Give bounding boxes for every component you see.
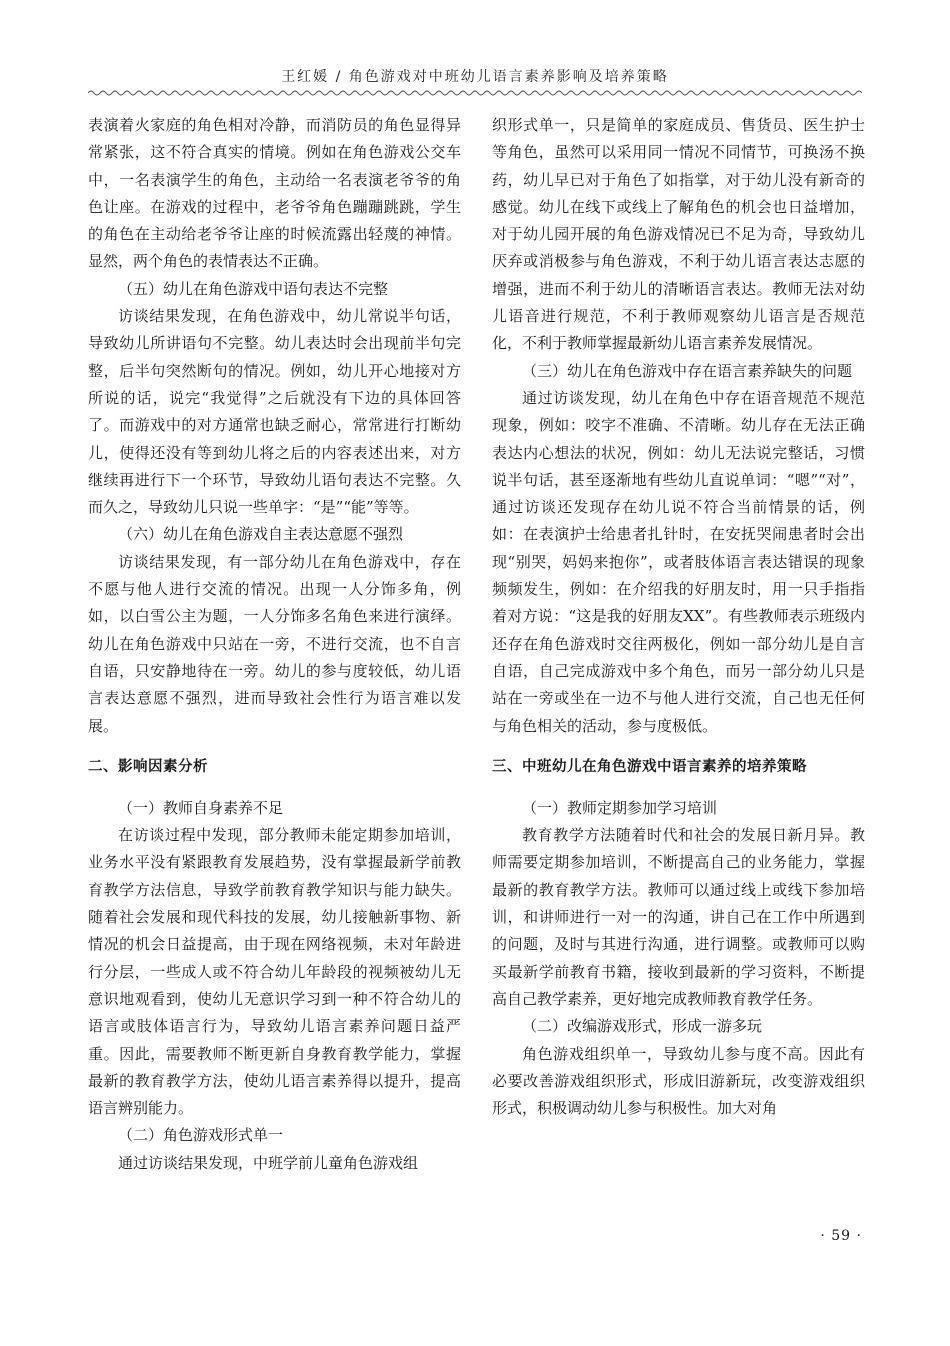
running-header: 王红媛 / 角色游戏对中班幼儿语言素养影响及培养策略 — [281, 69, 669, 85]
subheading: （一）教师定期参加学习培训 — [522, 798, 718, 817]
right-column — [492, 112, 865, 1122]
page-number: · 59 · — [820, 1228, 862, 1244]
paragraph: 访谈结果发现，有一部分幼儿在角色游戏中，存在不愿与他人进行交流的情况。出现一人分饰多角，例如，以白雪公主为题，一人分饰多名角色来进行演绎。幼儿在角色游戏中只站在一旁，不进行交流，也不自言自语，只安静地待在一旁。幼儿的参与度较低，幼儿语言表达意愿不强烈，进而导致社会性行为语言难以发展。 — [88, 552, 461, 735]
paragraph: 表演着火家庭的角色相对冷静，而消防员的角色显得异常紧张，这不符合真实的情境。例如在角色游戏公交车中，一名表演学生的角色，主动给一名表演老爷爷的角色让座。在游戏的过程中，老爷爷角色蹦蹦跳跳，学生的角色在主动给老爷爷让座的时候流露出轻蔑的神情。显然，两个角色的表情表达不正确。 — [88, 116, 461, 271]
subheading: （一）教师自身素养不足 — [118, 798, 284, 817]
paragraph: 织形式单一，只是简单的家庭成员、售货员、医生护士等角色，虽然可以采用同一情况不同情节，可换汤不换药，幼儿早已对于角色了如指掌，对于幼儿没有新奇的感觉。幼儿在线下或线上了解角色的机会也日益增加，对于幼儿园开展的角色游戏情况已不足为奇，导致幼儿厌弃或消极参与角色游戏，不利于幼儿语言表达志愿的增强，进而不利于幼儿的清晰语言表达。教师无法对幼儿语音进行规范，不利于教师观察幼儿语言是否规范化，不利于教师掌握最新幼儿语言素养发展情况。 — [492, 116, 865, 353]
section-heading: 二、影响因素分析 — [88, 758, 208, 775]
paragraph: 教育教学方法随着时代和社会的发展日新月异。教师需要定期参加培训，不断提高自己的业务能力，掌握最新的教育教学方法。教师可以通过线上或线下参加培训，和讲师进行一对一的沟通，讲自己在工作中所遇到的问题，及时与其进行沟通，进行调整。或教师可以购买最新学前教育书籍，接收到最新的学习资料，不断提高自己教学素养，更好地完成教师教育教学任务。 — [492, 826, 865, 1008]
subheading: （五）幼儿在角色游戏中语句表达不完整 — [118, 279, 389, 298]
subheading: （六）幼儿在角色游戏自主表达意愿不强烈 — [118, 525, 404, 544]
paragraph: 访谈结果发现，在角色游戏中，幼儿常说半句话，导致幼儿所讲语句不完整。幼儿表达时会出现前半句完整，后半句突然断句的情况。例如，幼儿开心地接对方所说的话，说完“我觉得”之后就没有下边的具体回答了。而游戏中的对方通常也缺乏耐心，常常进行打断幼儿，使得还没有等到幼儿将之后的内容表述出来，对方继续再进行下一个环节，导致幼儿语句表达不完整。久而久之，导致幼儿只说一些单字：“是”“能”等等。 — [88, 307, 461, 517]
paragraph: 角色游戏组织单一，导致幼儿参与度不高。因此有必要改善游戏组织形式，形成旧游新玩，改变游戏组织形式，积极调动幼儿参与积极性。加大对角 — [492, 1044, 865, 1118]
subheading: （二）角色游戏形式单一 — [118, 1126, 284, 1145]
header-wavy-rule — [88, 88, 862, 98]
subheading: （三）幼儿在角色游戏中存在语言素养缺失的问题 — [522, 361, 853, 380]
paragraph: 通过访谈结果发现，中班学前儿童角色游戏组 — [118, 1153, 419, 1172]
left-column — [88, 112, 461, 1177]
paragraph: 通过访谈发现，幼儿在角色中存在语音规范不规范现象，例如：咬字不准确、不清晰。幼儿存在无法正确表达内心想法的状况，例如：幼儿无法说完整话，习惯说半句话，甚至逐渐地有些幼儿直说单词：“嗯”“对”，通过访谈还发现存在幼儿说不符合当前情景的话，例如：在表演护士给患者扎针时，在安抚哭闹患者时会出现“别哭，妈妈来抱你”，或者肢体语言表达错误的现象频频发生，例如：在介绍我的好朋友时，用一只手指指着对方说：“这是我的好朋友XX”。有些教师表示班级内还存在角色游戏时交往两极化，例如一部分幼儿是自言自语，自己完成游戏中多个角色，而另一部分幼儿只是站在一旁或坐在一边不与他人进行交流，自己也无任何与角色相关的活动，参与度极低。 — [492, 388, 865, 735]
section-heading: 三、中班幼儿在角色游戏中语言素养的培养策略 — [492, 758, 807, 775]
subheading: （二）改编游戏形式，形成一游多玩 — [522, 1017, 763, 1036]
paragraph: 在访谈过程中发现，部分教师未能定期参加培训，业务水平没有紧跟教育发展趋势，没有掌握最新学前教育教学方法信息，导致学前教育教学知识与能力缺失。随着社会发展和现代科技的发展，幼儿接触新事物、新情况的机会日益提高，由于现在网络视频，未对年龄进行分层，一些成人或不符合幼儿年龄段的视频被幼儿无意识地观看到，使幼儿无意识学习到一种不符合幼儿的语言或肢体语言行为，导致幼儿语言素养问题日益严重。因此，需要教师不断更新自身教育教学能力，掌握最新的教育教学方法，使幼儿语言素养得以提升，提高语言辨别能力。 — [88, 826, 461, 1118]
